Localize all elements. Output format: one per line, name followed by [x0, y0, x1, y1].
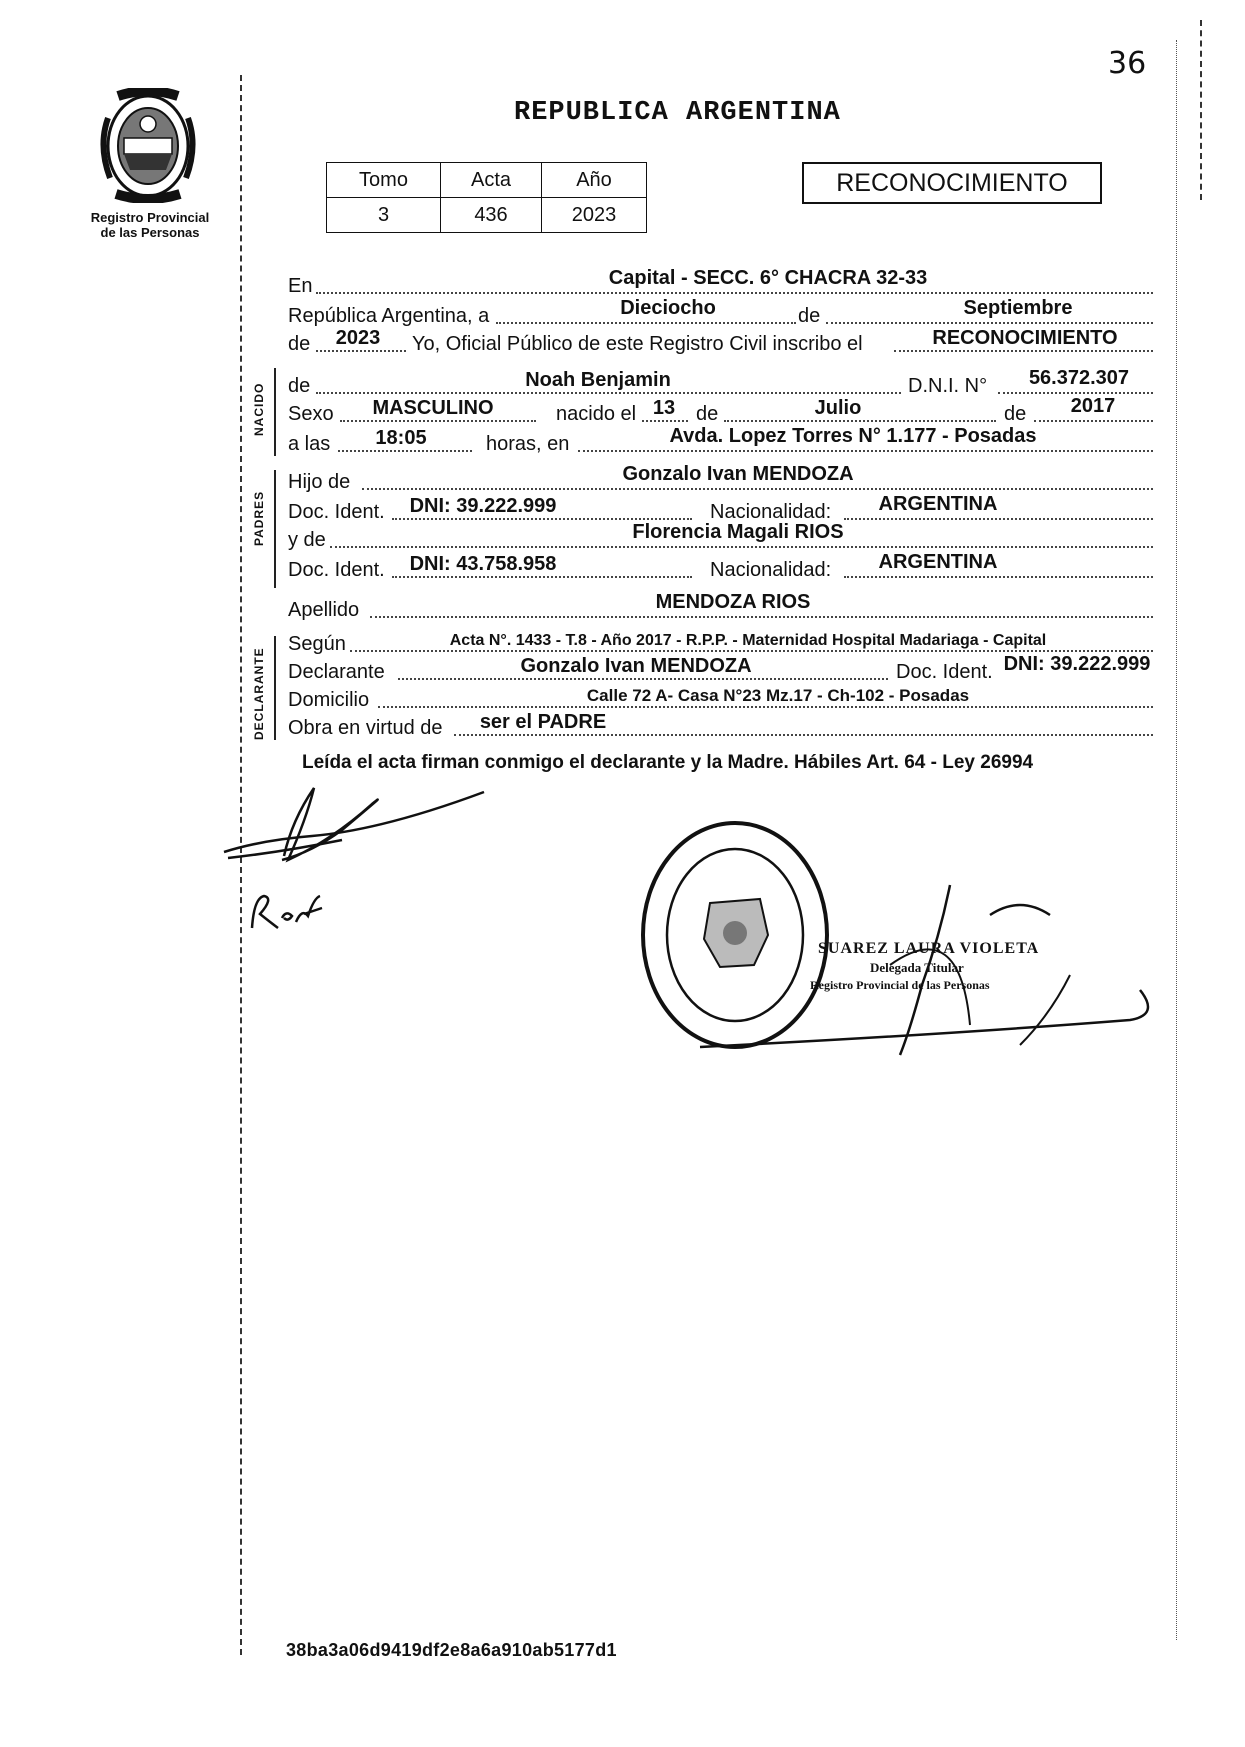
label-horas: horas, en [486, 433, 570, 455]
value-father-nationality: ARGENTINA [878, 493, 998, 515]
act-type-box: RECONOCIMIENTO [802, 162, 1102, 204]
label-republica: República Argentina, a [288, 305, 490, 327]
label-dni: D.N.I. N° [908, 375, 988, 397]
right-edge-line [1200, 20, 1202, 200]
dotted-line [998, 392, 1153, 394]
value-domicilio: Calle 72 A- Casa N°23 Mz.17 - Ch-102 - Posadas [586, 686, 970, 705]
value-mother-doc: DNI: 43.758.958 [409, 553, 557, 575]
document-title: REPUBLICA ARGENTINA [514, 98, 841, 128]
nacido-bar [274, 368, 276, 456]
padres-bar [274, 470, 276, 588]
dotted-line [826, 322, 1153, 324]
dotted-line [894, 350, 1153, 352]
form-row-name [288, 367, 1153, 400]
side-label-padres: PADRES [252, 490, 266, 546]
value-day: Dieciocho [620, 297, 716, 319]
dotted-line [642, 420, 688, 422]
label-declarante: Declarante [288, 661, 385, 683]
mother-initials-signature-icon [248, 888, 328, 938]
dotted-line [844, 518, 1153, 520]
page-number: 36 [1108, 46, 1147, 81]
value-birth-month: Julio [814, 397, 862, 419]
value-father-doc: DNI: 39.222.999 [409, 495, 557, 517]
label-year-de: de [288, 333, 311, 355]
dotted-line [316, 392, 901, 394]
label-hijo: Hijo de [288, 471, 351, 493]
dotted-line [1034, 420, 1153, 422]
dotted-line [578, 450, 1153, 452]
label-segun: Según [288, 633, 346, 655]
label-doc-ident: Doc. Ident. [288, 501, 385, 523]
dotted-line [340, 420, 536, 422]
declarante-bar [274, 636, 276, 740]
form-row-sexo [288, 395, 1153, 428]
form-row-mother-doc [288, 551, 1153, 584]
dotted-line [398, 678, 888, 680]
value-acta: 436 [441, 198, 542, 233]
province-coat-of-arms-icon [88, 88, 208, 203]
dotted-line [362, 488, 1153, 490]
label-alas: a las [288, 433, 331, 455]
dotted-line [392, 576, 692, 578]
side-label-declarante: DECLARANTE [252, 647, 266, 740]
value-mother: Florencia Magali RIOS [632, 521, 844, 543]
label-en: En [288, 275, 313, 297]
value-declarante-doc: DNI: 39.222.999 [1003, 653, 1151, 675]
value-anio: 2023 [542, 198, 647, 233]
dotted-line [316, 350, 406, 352]
value-mother-nationality: ARGENTINA [878, 551, 998, 573]
label-nacido-el: nacido el [556, 403, 637, 425]
official-stamp-text [810, 940, 1040, 993]
form-row-inscribe [288, 327, 1153, 358]
label-sexo: Sexo [288, 403, 334, 425]
official-name: SUAREZ LAURA VIOLETA [818, 940, 1040, 957]
label-domicilio: Domicilio [288, 689, 370, 711]
form-row-obra [288, 711, 1153, 742]
declarant-signature-icon [222, 780, 492, 890]
value-inscribe: RECONOCIMIENTO [932, 327, 1118, 349]
value-month: Septiembre [963, 297, 1073, 319]
form-row-declarante [288, 653, 1153, 686]
label-declarante-doc: Doc. Ident. [896, 661, 993, 683]
dotted-line [724, 420, 996, 422]
label-doc-ident-2: Doc. Ident. [288, 559, 385, 581]
table-header-row [327, 163, 647, 198]
dotted-line [844, 576, 1153, 578]
form-row-father [288, 463, 1153, 496]
value-tomo: 3 [327, 198, 441, 233]
label-nacionalidad-2: Nacionalidad: [710, 559, 832, 581]
value-birth-year: 2017 [1070, 395, 1116, 417]
value-birth-day: 13 [652, 397, 676, 419]
value-father: Gonzalo Ivan MENDOZA [622, 463, 854, 485]
dotted-line [330, 546, 1153, 548]
value-dni: 56.372.307 [1028, 367, 1130, 389]
label-birth-de1: de [696, 403, 719, 425]
header-acta: Acta [441, 163, 542, 198]
table-row [327, 198, 647, 233]
dotted-line [338, 450, 472, 452]
header-tomo: Tomo [327, 163, 441, 198]
label-nacionalidad: Nacionalidad: [710, 501, 832, 523]
header-anio: Año [542, 163, 647, 198]
label-obra: Obra en virtud de [288, 717, 443, 739]
value-name: Noah Benjamin [525, 369, 671, 391]
value-obra: ser el PADRE [479, 711, 607, 733]
closing-statement: Leída el acta firman conmigo el declarante y la Madre. Hábiles Art. 64 - Ley 26994 [302, 752, 1034, 773]
side-label-nacido: NACIDO [252, 382, 266, 436]
official-role: Delegada Titular [870, 960, 964, 975]
label-de: de [798, 305, 821, 327]
form-row-date [288, 297, 1153, 330]
form-row-place [288, 267, 1153, 300]
dotted-line [316, 292, 1153, 294]
form-row-domicilio [288, 686, 1153, 714]
record-reference-table [326, 162, 647, 233]
label-inscribe: Yo, Oficial Público de este Registro Civil inscribo el [412, 333, 863, 355]
form-row-mother [288, 521, 1153, 554]
logo-caption-line2: de las Personas [100, 225, 200, 240]
value-declarante: Gonzalo Ivan MENDOZA [520, 655, 752, 677]
logo-caption [70, 210, 230, 240]
value-segun: Acta N°. 1433 - T.8 - Año 2017 - R.P.P. - Maternidad Hospital Madariaga - Capital [449, 632, 1047, 649]
value-place: Capital - SECC. 6° CHACRA 32-33 [608, 267, 928, 289]
dotted-line [378, 706, 1153, 708]
label-y-de: y de [288, 529, 326, 551]
dotted-line [496, 322, 796, 324]
value-sexo: MASCULINO [372, 397, 494, 419]
value-time: 18:05 [375, 427, 427, 449]
dotted-line [370, 616, 1153, 618]
value-year: 2023 [335, 327, 381, 349]
dotted-line [454, 734, 1153, 736]
official-organization: Registro Provincial de las Personas [810, 978, 990, 992]
value-birth-place: Avda. Lopez Torres N° 1.177 - Posadas [669, 425, 1037, 447]
dotted-line [350, 650, 1153, 652]
label-apellido: Apellido [288, 599, 360, 621]
form-row-time [288, 425, 1153, 458]
value-apellido: MENDOZA RIOS [655, 591, 811, 613]
label-birth-de2: de [1004, 403, 1027, 425]
form-row-surname [288, 591, 1153, 624]
document-hash: 38ba3a06d9419df2e8a6a910ab5177d1 [286, 1640, 617, 1660]
label-name-de: de [288, 375, 311, 397]
logo-caption-line1: Registro Provincial [90, 210, 210, 225]
dotted-line [392, 518, 692, 520]
